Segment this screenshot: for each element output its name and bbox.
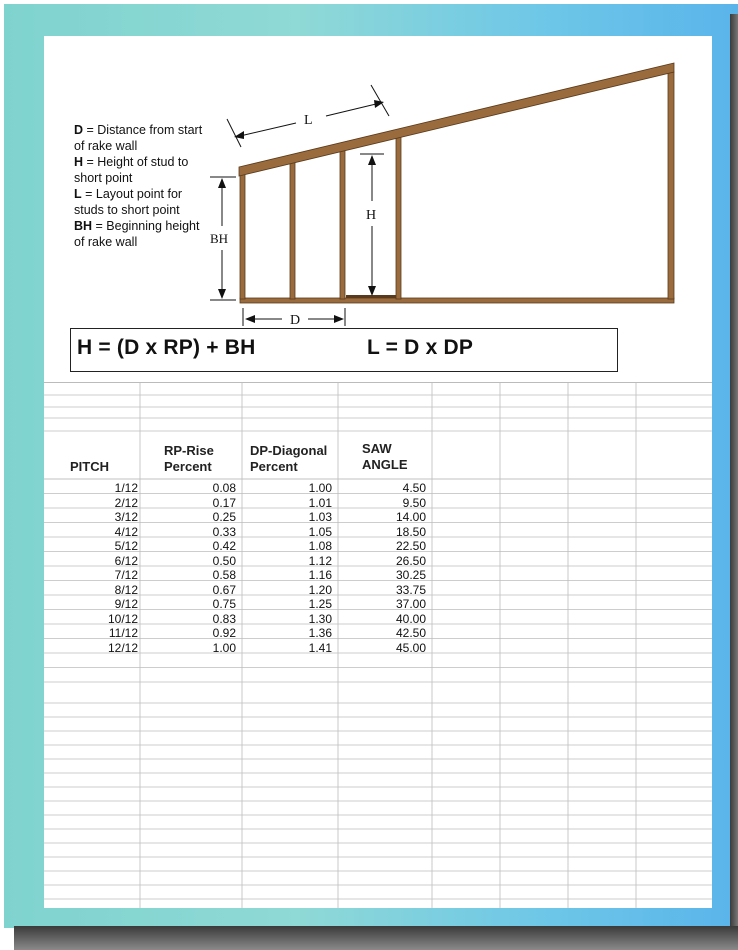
saw-angle-cell: 9.50 bbox=[402, 495, 426, 510]
rp-cell: 0.67 bbox=[212, 582, 236, 597]
rp-cell: 1.00 bbox=[212, 640, 236, 655]
stud-end bbox=[668, 72, 674, 299]
rp-cell: 0.58 bbox=[212, 568, 236, 582]
d-arrow-right bbox=[334, 315, 344, 323]
rp-cell: 0.33 bbox=[212, 524, 236, 539]
h-arrow-down bbox=[368, 286, 376, 296]
pitch-table bbox=[44, 382, 712, 908]
pitch-cell: 12/12 bbox=[107, 640, 138, 655]
rp-cell: 0.25 bbox=[212, 510, 236, 524]
dp-cell: 1.01 bbox=[308, 495, 332, 510]
saw-angle-cell: 42.50 bbox=[395, 626, 426, 640]
header-pitch: PITCH bbox=[70, 459, 109, 474]
l-dimension-line-left bbox=[240, 123, 296, 136]
saw-angle-cell: 4.50 bbox=[402, 481, 426, 495]
dp-cell: 1.05 bbox=[308, 524, 332, 539]
pitch-cell: 2/12 bbox=[114, 495, 138, 510]
saw-angle-cell: 40.00 bbox=[395, 611, 426, 626]
header-rp: RP-Rise Percent bbox=[164, 443, 214, 474]
dp-cell: 1.12 bbox=[308, 553, 332, 568]
dp-cell: 1.36 bbox=[308, 626, 332, 640]
diagram-section bbox=[44, 36, 712, 382]
pitch-cell: 4/12 bbox=[114, 524, 138, 539]
stud-block bbox=[346, 295, 396, 298]
pitch-cell: 5/12 bbox=[114, 539, 138, 553]
legend-item-h: H = Height of stud to short point bbox=[74, 155, 189, 185]
stud-2 bbox=[290, 161, 295, 299]
stud-1 bbox=[240, 172, 245, 299]
frame-shadow-bottom bbox=[14, 926, 738, 950]
legend bbox=[74, 122, 204, 250]
saw-angle-cell: 33.75 bbox=[395, 582, 426, 597]
pitch-cell: 8/12 bbox=[114, 582, 138, 597]
frame-shadow-right bbox=[730, 14, 738, 950]
h-arrow-up bbox=[368, 155, 376, 165]
bh-arrow-up bbox=[218, 178, 226, 188]
l-dimension-line-right bbox=[326, 104, 376, 116]
stud-3 bbox=[340, 149, 345, 299]
dp-cell: 1.00 bbox=[308, 481, 332, 495]
saw-angle-cell: 14.00 bbox=[395, 510, 426, 524]
legend-item-l: L = Layout point for studs to short point bbox=[74, 187, 183, 217]
dp-cell: 1.03 bbox=[308, 510, 332, 524]
layout-formula: L = D x DP bbox=[367, 336, 474, 359]
saw-angle-cell: 37.00 bbox=[395, 597, 426, 611]
pitch-cell: 3/12 bbox=[114, 510, 138, 524]
dp-cell: 1.16 bbox=[308, 568, 332, 582]
rp-cell: 0.83 bbox=[212, 611, 236, 626]
pitch-cell: 7/12 bbox=[114, 568, 138, 582]
dp-cell: 1.20 bbox=[308, 582, 332, 597]
rp-cell: 0.75 bbox=[212, 597, 236, 611]
pitch-cell: 1/12 bbox=[114, 481, 138, 495]
saw-angle-cell: 18.50 bbox=[395, 524, 426, 539]
rp-cell: 0.08 bbox=[212, 481, 236, 495]
rp-cell: 0.42 bbox=[212, 539, 236, 553]
l-extension-left bbox=[227, 119, 241, 147]
dp-cell: 1.30 bbox=[308, 611, 332, 626]
pitch-cell: 11/12 bbox=[108, 626, 138, 640]
saw-angle-cell: 30.25 bbox=[395, 568, 426, 582]
dp-cell: 1.25 bbox=[308, 597, 332, 611]
formula-box bbox=[70, 328, 618, 372]
l-extension-right bbox=[371, 85, 389, 116]
saw-angle-cell: 26.50 bbox=[395, 553, 426, 568]
rake-wall-sheet bbox=[44, 36, 712, 908]
rp-cell: 0.17 bbox=[212, 495, 236, 510]
d-arrow-left bbox=[245, 315, 255, 323]
rp-cell: 0.50 bbox=[212, 553, 236, 568]
pitch-cell: 10/12 bbox=[107, 611, 138, 626]
label-h: H bbox=[366, 208, 377, 223]
stud-4 bbox=[396, 136, 401, 299]
legend-item-bh: BH = Beginning height of rake wall bbox=[74, 219, 200, 249]
saw-angle-cell: 45.00 bbox=[395, 640, 426, 655]
label-d: D bbox=[290, 313, 301, 326]
legend-item-d: D = Distance from start of rake wall bbox=[74, 123, 203, 153]
label-bh: BH bbox=[210, 231, 229, 246]
pitch-cell: 9/12 bbox=[114, 597, 138, 611]
header-dp: DP-Diagonal Percent bbox=[250, 443, 328, 474]
pitch-cell: 6/12 bbox=[114, 553, 138, 568]
rp-cell: 0.92 bbox=[212, 626, 236, 640]
bottom-plate bbox=[240, 298, 674, 303]
label-l: L bbox=[304, 113, 313, 128]
saw-angle-cell: 22.50 bbox=[395, 539, 426, 553]
dp-cell: 1.08 bbox=[308, 539, 332, 553]
height-formula: H = (D x RP) + BH bbox=[77, 336, 256, 359]
dp-cell: 1.41 bbox=[308, 640, 332, 655]
header-saw-angle: SAW ANGLE bbox=[362, 441, 408, 472]
bh-arrow-down bbox=[218, 289, 226, 299]
